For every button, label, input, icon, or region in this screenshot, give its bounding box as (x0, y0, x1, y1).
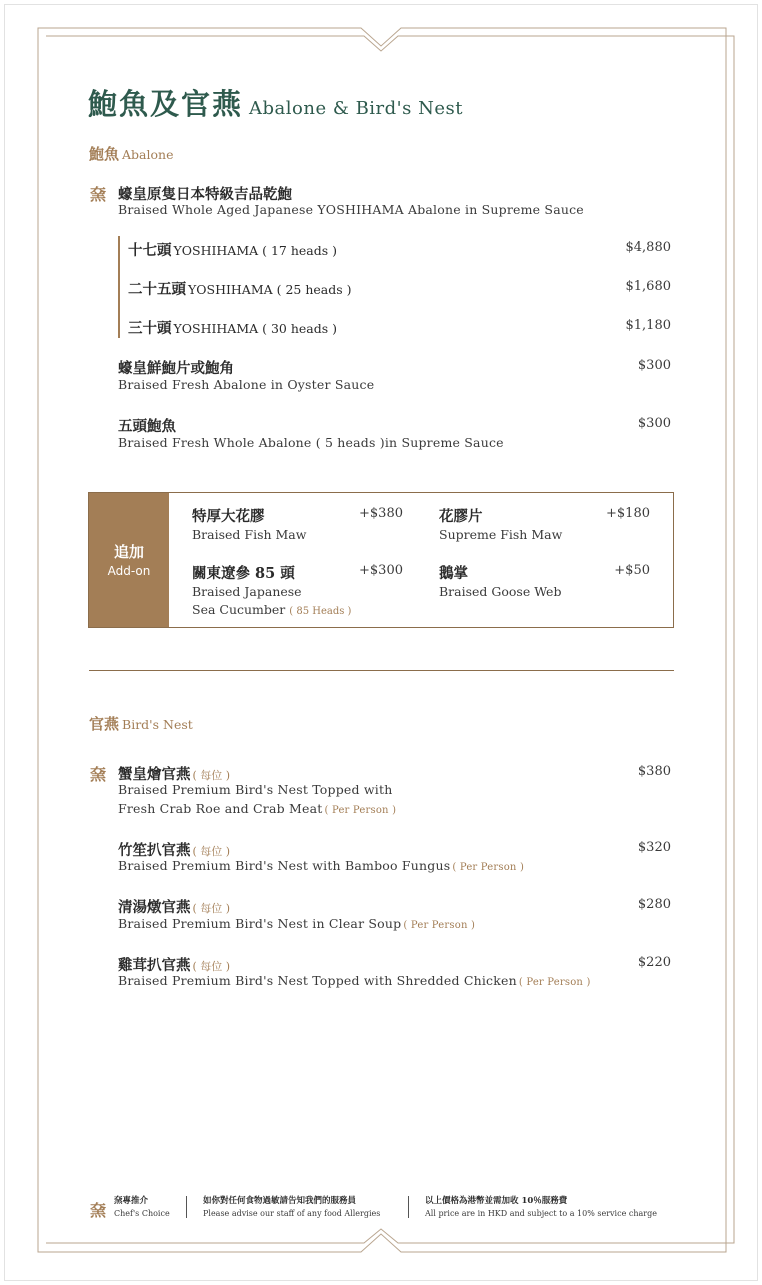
menu-item-name-en: Braised Premium Bird's Nest with Bamboo Fungus ( Per Person ) (118, 858, 525, 873)
addon-item-zh: 花膠片 (439, 508, 483, 525)
addon-label (89, 493, 169, 627)
option-group-bar (118, 236, 120, 338)
menu-item-price: $320 (637, 840, 671, 855)
option-name-zh: 十七頭 (128, 242, 172, 259)
chef-choice-mark-icon: 㚠 (90, 765, 107, 784)
addon-price: +$380 (359, 506, 403, 521)
addon-price: +$300 (359, 563, 403, 578)
abalone-option-row (128, 239, 337, 260)
abalone-option-row (128, 317, 337, 338)
menu-item-name-en: Braised Premium Bird's Nest in Clear Soup ( Per Person ) (118, 916, 476, 931)
per-person-en: ( Per Person ) (518, 977, 591, 988)
chef-choice-mark-icon: 㚠 (90, 185, 107, 204)
menu-item-name-en: Braised Premium Bird's Nest Topped with Shredded Chicken ( Per Person ) (118, 973, 591, 988)
footer-allergy-zh: 如你對任何食物過敏請告知我們的服務員 (203, 1196, 357, 1206)
page-title (88, 82, 463, 123)
section-heading-birds-nest (89, 713, 193, 734)
section-divider (89, 670, 674, 671)
footer-allergy-en: Please advise our staff of any food Allergies (203, 1209, 381, 1218)
footer-chef-zh: 㚠專推介 (114, 1196, 149, 1206)
per-person-en: ( Per Person ) (452, 862, 525, 873)
section-heading-abalone (89, 143, 173, 164)
addon-item-zh: 特厚大花膠 (192, 508, 265, 525)
chef-choice-mark-icon: 㚠 (90, 1201, 107, 1220)
menu-item-name-en: Braised Fresh Whole Abalone ( 5 heads )in Supreme Sauce (118, 435, 504, 450)
footer-price-notice (425, 1195, 657, 1220)
per-person-zh: ( 每位 ) (192, 769, 231, 782)
option-price: $1,680 (625, 279, 671, 294)
addon-price: +$50 (614, 563, 650, 578)
menu-item-name-en: Braised Premium Bird's Nest Topped with (118, 782, 393, 797)
menu-item-name-zh: 竹笙扒官燕 ( 每位 ) (118, 842, 231, 859)
menu-item-name-en: Braised Whole Aged Japanese YOSHIHAMA Abalone in Supreme Sauce (118, 202, 584, 217)
addon-item (439, 505, 562, 544)
footer-separator (408, 1196, 409, 1218)
menu-item-name-zh: 蠔皇鮮鮑片或鮑角 (118, 360, 234, 377)
addon-item-zh: 關東遼參 85 頭 (192, 565, 295, 582)
menu-item-name-zh: 蠔皇原隻日本特級吉品乾鮑 (118, 186, 292, 203)
per-person-zh: ( 每位 ) (192, 845, 231, 858)
option-name-en: YOSHIHAMA ( 17 heads ) (173, 243, 338, 258)
abalone-option-row (128, 278, 352, 299)
per-person-en: ( Per Person ) (403, 920, 476, 931)
section-heading-en: Abalone (122, 147, 174, 162)
addon-item (192, 562, 351, 621)
addon-label-en: Add-on (107, 564, 151, 578)
option-name-en: YOSHIHAMA ( 30 heads ) (173, 321, 338, 336)
menu-item-price: $280 (637, 897, 671, 912)
footer-price-en: All price are in HKD and subject to a 10% service charge (425, 1209, 657, 1218)
addon-item-en: Braised Japanese (192, 584, 302, 599)
section-heading-zh: 鮑魚 (89, 145, 120, 163)
addon-price: +$180 (606, 506, 650, 521)
menu-item-price: $380 (637, 764, 671, 779)
menu-item-name-zh: 五頭鮑魚 (118, 418, 176, 435)
addon-item-en-line2: Sea Cucumber (192, 602, 286, 617)
menu-item-name-en-line2: Fresh Crab Roe and Crab Meat ( Per Person ) (118, 801, 397, 816)
menu-item-name-zh: 蟹皇燴官燕 ( 每位 ) (118, 766, 231, 783)
addon-item-zh: 鵝掌 (439, 565, 468, 582)
per-person-en: ( Per Person ) (324, 805, 397, 816)
addon-item (439, 562, 561, 601)
addon-item-en: Supreme Fish Maw (439, 527, 563, 542)
per-person-zh: ( 每位 ) (192, 960, 231, 973)
menu-item-price: $220 (637, 955, 671, 970)
menu-item-name-zh: 雞茸扒官燕 ( 每位 ) (118, 957, 231, 974)
option-name-zh: 二十五頭 (128, 281, 186, 298)
section-heading-zh: 官燕 (89, 715, 120, 733)
footer-price-zh: 以上價格為港幣並需加收 10％服務費 (425, 1196, 568, 1206)
addon-item-en: Braised Fish Maw (192, 527, 307, 542)
option-price: $1,180 (625, 318, 671, 333)
addon-item-note: ( 85 Heads ) (289, 606, 352, 617)
option-name-en: YOSHIHAMA ( 25 heads ) (188, 282, 352, 297)
per-person-zh: ( 每位 ) (192, 902, 231, 915)
page-title-zh: 鮑魚及官燕 (88, 87, 244, 121)
footer-separator (186, 1196, 187, 1218)
footer-chef-choice (114, 1195, 170, 1220)
addon-label-zh: 追加 (113, 543, 144, 561)
addon-item-en: Braised Goose Web (439, 584, 562, 599)
menu-item-price: $300 (637, 416, 671, 431)
option-name-zh: 三十頭 (128, 320, 172, 337)
footer-chef-en: Chef's Choice (114, 1209, 170, 1218)
section-heading-en: Bird's Nest (122, 717, 193, 732)
addon-item (192, 505, 306, 544)
page-title-en: Abalone & Bird's Nest (249, 98, 463, 119)
addon-box (88, 492, 674, 628)
menu-item-name-en: Braised Fresh Abalone in Oyster Sauce (118, 377, 375, 392)
option-price: $4,880 (625, 240, 671, 255)
menu-item-price: $300 (637, 358, 671, 373)
menu-item-name-zh: 清湯燉官燕 ( 每位 ) (118, 899, 231, 916)
footer-allergy-notice (203, 1195, 380, 1220)
